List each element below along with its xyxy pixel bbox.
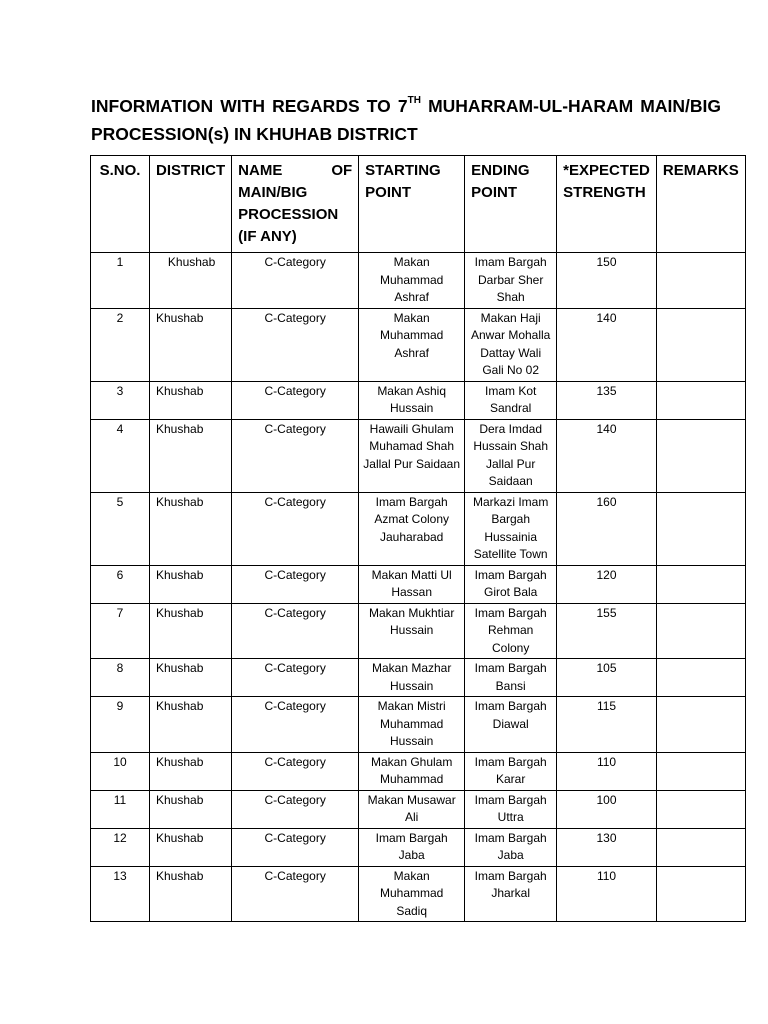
cell-sno: 1: [91, 253, 150, 309]
cell-starting-point: Makan Ashiq Hussain: [359, 381, 465, 419]
cell-expected-strength: 100: [557, 790, 657, 828]
cell-procession-name: C-Category: [232, 697, 359, 753]
cell-district: Khushab: [150, 828, 232, 866]
cell-starting-point: Makan Musawar Ali: [359, 790, 465, 828]
table-row: [91, 253, 746, 309]
cell-sno: 3: [91, 381, 150, 419]
table-row: [91, 603, 746, 659]
cell-sno: 7: [91, 603, 150, 659]
cell-sno: 10: [91, 752, 150, 790]
cell-district: Khushab: [150, 659, 232, 697]
cell-ending-point: Imam Bargah Bansi: [465, 659, 557, 697]
cell-ending-point: Imam Bargah Jaba: [465, 828, 557, 866]
cell-sno: 6: [91, 565, 150, 603]
cell-starting-point: Makan Muhammad Ashraf: [359, 308, 465, 381]
cell-procession-name: C-Category: [232, 419, 359, 492]
cell-expected-strength: 140: [557, 419, 657, 492]
cell-district: Khushab: [150, 308, 232, 381]
cell-district: Khushab: [150, 697, 232, 753]
cell-remarks: [656, 697, 745, 753]
cell-remarks: [656, 565, 745, 603]
cell-expected-strength: 155: [557, 603, 657, 659]
cell-remarks: [656, 828, 745, 866]
table-row: [91, 828, 746, 866]
cell-district: Khushab: [150, 492, 232, 565]
cell-remarks: [656, 603, 745, 659]
cell-district: Khushab: [150, 419, 232, 492]
document-title: [91, 92, 721, 148]
cell-procession-name: C-Category: [232, 866, 359, 922]
table-row: [91, 752, 746, 790]
cell-starting-point: Makan Mukhtiar Hussain: [359, 603, 465, 659]
cell-sno: 8: [91, 659, 150, 697]
cell-sno: 9: [91, 697, 150, 753]
cell-ending-point: Imam Bargah Girot Bala: [465, 565, 557, 603]
cell-starting-point: Imam Bargah Azmat Colony Jauharabad: [359, 492, 465, 565]
title-text-part1: INFORMATION WITH REGARDS TO 7: [91, 96, 408, 116]
cell-starting-point: Makan Ghulam Muhammad: [359, 752, 465, 790]
cell-sno: 4: [91, 419, 150, 492]
cell-procession-name: C-Category: [232, 565, 359, 603]
cell-expected-strength: 160: [557, 492, 657, 565]
cell-starting-point: Hawaili Ghulam Muhamad Shah Jallal Pur Saidaan: [359, 419, 465, 492]
cell-remarks: [656, 752, 745, 790]
cell-ending-point: Imam Bargah Uttra: [465, 790, 557, 828]
cell-district: Khushab: [150, 603, 232, 659]
cell-procession-name: C-Category: [232, 659, 359, 697]
cell-remarks: [656, 659, 745, 697]
procession-table: [90, 155, 746, 922]
cell-ending-point: Imam Bargah Diawal: [465, 697, 557, 753]
table-row: [91, 659, 746, 697]
cell-district: Khushab: [150, 253, 232, 309]
cell-procession-name: C-Category: [232, 828, 359, 866]
header-district: DISTRICT: [150, 156, 232, 253]
cell-starting-point: Makan Mazhar Hussain: [359, 659, 465, 697]
table-row: [91, 308, 746, 381]
cell-expected-strength: 140: [557, 308, 657, 381]
cell-expected-strength: 110: [557, 866, 657, 922]
cell-ending-point: Imam Bargah Darbar Sher Shah: [465, 253, 557, 309]
table-row: [91, 866, 746, 922]
cell-procession-name: C-Category: [232, 381, 359, 419]
cell-remarks: [656, 866, 745, 922]
cell-ending-point: Imam Kot Sandral: [465, 381, 557, 419]
table-row: [91, 565, 746, 603]
cell-expected-strength: 105: [557, 659, 657, 697]
header-sno: S.NO.: [91, 156, 150, 253]
cell-sno: 5: [91, 492, 150, 565]
cell-remarks: [656, 308, 745, 381]
table-header-row: [91, 156, 746, 253]
table-row: [91, 697, 746, 753]
title-text-part2: MUHARRAM-UL-HARAM MAIN/BIG PROCESSION(s) IN KHUHAB DISTRICT: [91, 96, 721, 144]
cell-ending-point: Imam Bargah Rehman Colony: [465, 603, 557, 659]
cell-remarks: [656, 419, 745, 492]
cell-procession-name: C-Category: [232, 603, 359, 659]
cell-sno: 12: [91, 828, 150, 866]
cell-sno: 11: [91, 790, 150, 828]
cell-district: Khushab: [150, 790, 232, 828]
cell-ending-point: Imam Bargah Jharkal: [465, 866, 557, 922]
header-expected-strength: *EXPECTED STRENGTH: [557, 156, 657, 253]
cell-procession-name: C-Category: [232, 253, 359, 309]
cell-district: Khushab: [150, 381, 232, 419]
table-row: [91, 419, 746, 492]
cell-starting-point: Makan Mistri Muhammad Hussain: [359, 697, 465, 753]
cell-remarks: [656, 492, 745, 565]
cell-remarks: [656, 253, 745, 309]
header-ending-point: ENDING POINT: [465, 156, 557, 253]
cell-procession-name: C-Category: [232, 752, 359, 790]
cell-expected-strength: 115: [557, 697, 657, 753]
cell-starting-point: Imam Bargah Jaba: [359, 828, 465, 866]
cell-starting-point: Makan Muhammad Ashraf: [359, 253, 465, 309]
cell-expected-strength: 120: [557, 565, 657, 603]
title-superscript: TH: [407, 95, 421, 107]
table-row: [91, 790, 746, 828]
cell-expected-strength: 150: [557, 253, 657, 309]
header-remarks: REMARKS: [656, 156, 745, 253]
cell-district: Khushab: [150, 866, 232, 922]
cell-starting-point: Makan Matti Ul Hassan: [359, 565, 465, 603]
cell-ending-point: Dera Imdad Hussain Shah Jallal Pur Saidaan: [465, 419, 557, 492]
cell-ending-point: Makan Haji Anwar Mohalla Dattay Wali Gali No 02: [465, 308, 557, 381]
cell-district: Khushab: [150, 565, 232, 603]
cell-expected-strength: 130: [557, 828, 657, 866]
cell-district: Khushab: [150, 752, 232, 790]
table-row: [91, 381, 746, 419]
header-starting-point: STARTING POINT: [359, 156, 465, 253]
cell-expected-strength: 110: [557, 752, 657, 790]
cell-remarks: [656, 381, 745, 419]
cell-ending-point: Imam Bargah Karar: [465, 752, 557, 790]
cell-sno: 13: [91, 866, 150, 922]
cell-sno: 2: [91, 308, 150, 381]
table-row: [91, 492, 746, 565]
cell-procession-name: C-Category: [232, 308, 359, 381]
cell-procession-name: C-Category: [232, 492, 359, 565]
cell-expected-strength: 135: [557, 381, 657, 419]
cell-starting-point: Makan Muhammad Sadiq: [359, 866, 465, 922]
cell-procession-name: C-Category: [232, 790, 359, 828]
header-procession-name: NAME OF MAIN/BIG PROCESSION (IF ANY): [232, 156, 359, 253]
cell-ending-point: Markazi Imam Bargah Hussainia Satellite Town: [465, 492, 557, 565]
cell-remarks: [656, 790, 745, 828]
